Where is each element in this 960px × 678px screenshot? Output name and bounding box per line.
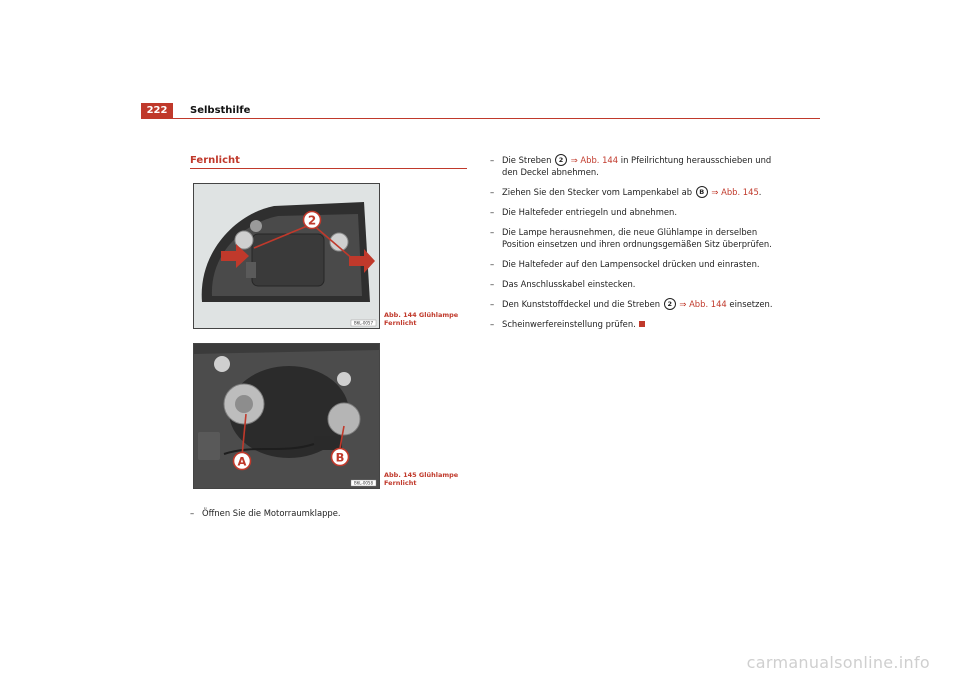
step-text: Die Haltefeder auf den Lampensockel drücken und einrasten. [502,259,760,269]
step-text: Die Lampe herausnehmen, die neue Glühlampe in derselben Position einsetzen und ihren ordnungsgemäßen Sitz überprüfen. [502,227,772,249]
step-dash: – [490,155,495,165]
section-title: Fernlicht [190,155,240,166]
figure-caption-145 [384,471,458,487]
step-text: Ziehen Sie den Stecker vom Lampenkabel ab B ⇒ Abb. 145. [502,187,762,197]
step-dash: – [490,279,495,289]
figure-link[interactable]: Abb. 144 [689,299,727,309]
headlamp-connector-illustration [194,344,379,488]
callout-b: B [335,450,345,465]
instruction-step [490,186,790,200]
callout-badge: B [696,186,708,198]
page-header-title: Selbsthilfe [190,105,251,116]
instruction-step [490,226,790,252]
caption-line: Abb. 144 Glühlampe [384,311,459,319]
step-dash: – [490,319,495,329]
watermark: carmanualsonline.info [746,653,930,672]
step-dash: – [490,259,495,269]
caption-line: Abb. 145 Glühlampe [384,471,459,479]
callout-badge: 2 [555,154,567,166]
step-text: Öffnen Sie die Motorraumklappe. [202,508,341,518]
step-text: Scheinwerfereinstellung prüfen. [502,318,777,330]
headlamp-cover-illustration [194,184,379,328]
instruction-step [490,298,790,312]
figure-tag: B6L-0058 [353,480,374,486]
figure-caption-144 [384,311,458,327]
header-divider [141,118,820,119]
instruction-step [490,154,790,180]
figure-link[interactable]: Abb. 145 [721,187,759,197]
figure-link[interactable]: Abb. 144 [580,155,619,165]
page-number: 222 [141,103,173,119]
instruction-step [490,318,790,332]
step-text: Die Haltefeder entriegeln und abnehmen. [502,207,677,217]
step-dash: – [490,207,495,217]
caption-line: Fernlicht [384,319,417,327]
instruction-step [490,278,790,292]
instruction-step [490,258,790,272]
callout-a: A [237,454,247,469]
figure-tag: B6L-0057 [353,320,374,326]
step-text: Das Anschlusskabel einstecken. [502,279,636,289]
end-of-section-icon [639,321,645,327]
step-dash: – [190,508,195,518]
instruction-step [490,206,790,220]
step-text: Den Kunststoffdeckel und die Streben 2 ⇒ Abb. 144 einsetzen. [502,299,773,309]
callout-badge: 2 [664,298,676,310]
step-dash: – [490,299,495,309]
step-dash: – [490,187,495,197]
figure-abb-145 [193,343,380,489]
step-text: Die Streben 2 ⇒ Abb. 144 in Pfeilrichtung herausschieben und den Deckel abnehmen. [502,155,772,177]
caption-line: Fernlicht [384,479,417,487]
instruction-step [190,507,480,521]
section-divider [190,168,467,169]
figure-abb-144 [193,183,380,329]
step-dash: – [490,227,495,237]
callout-2: 2 [307,213,317,228]
